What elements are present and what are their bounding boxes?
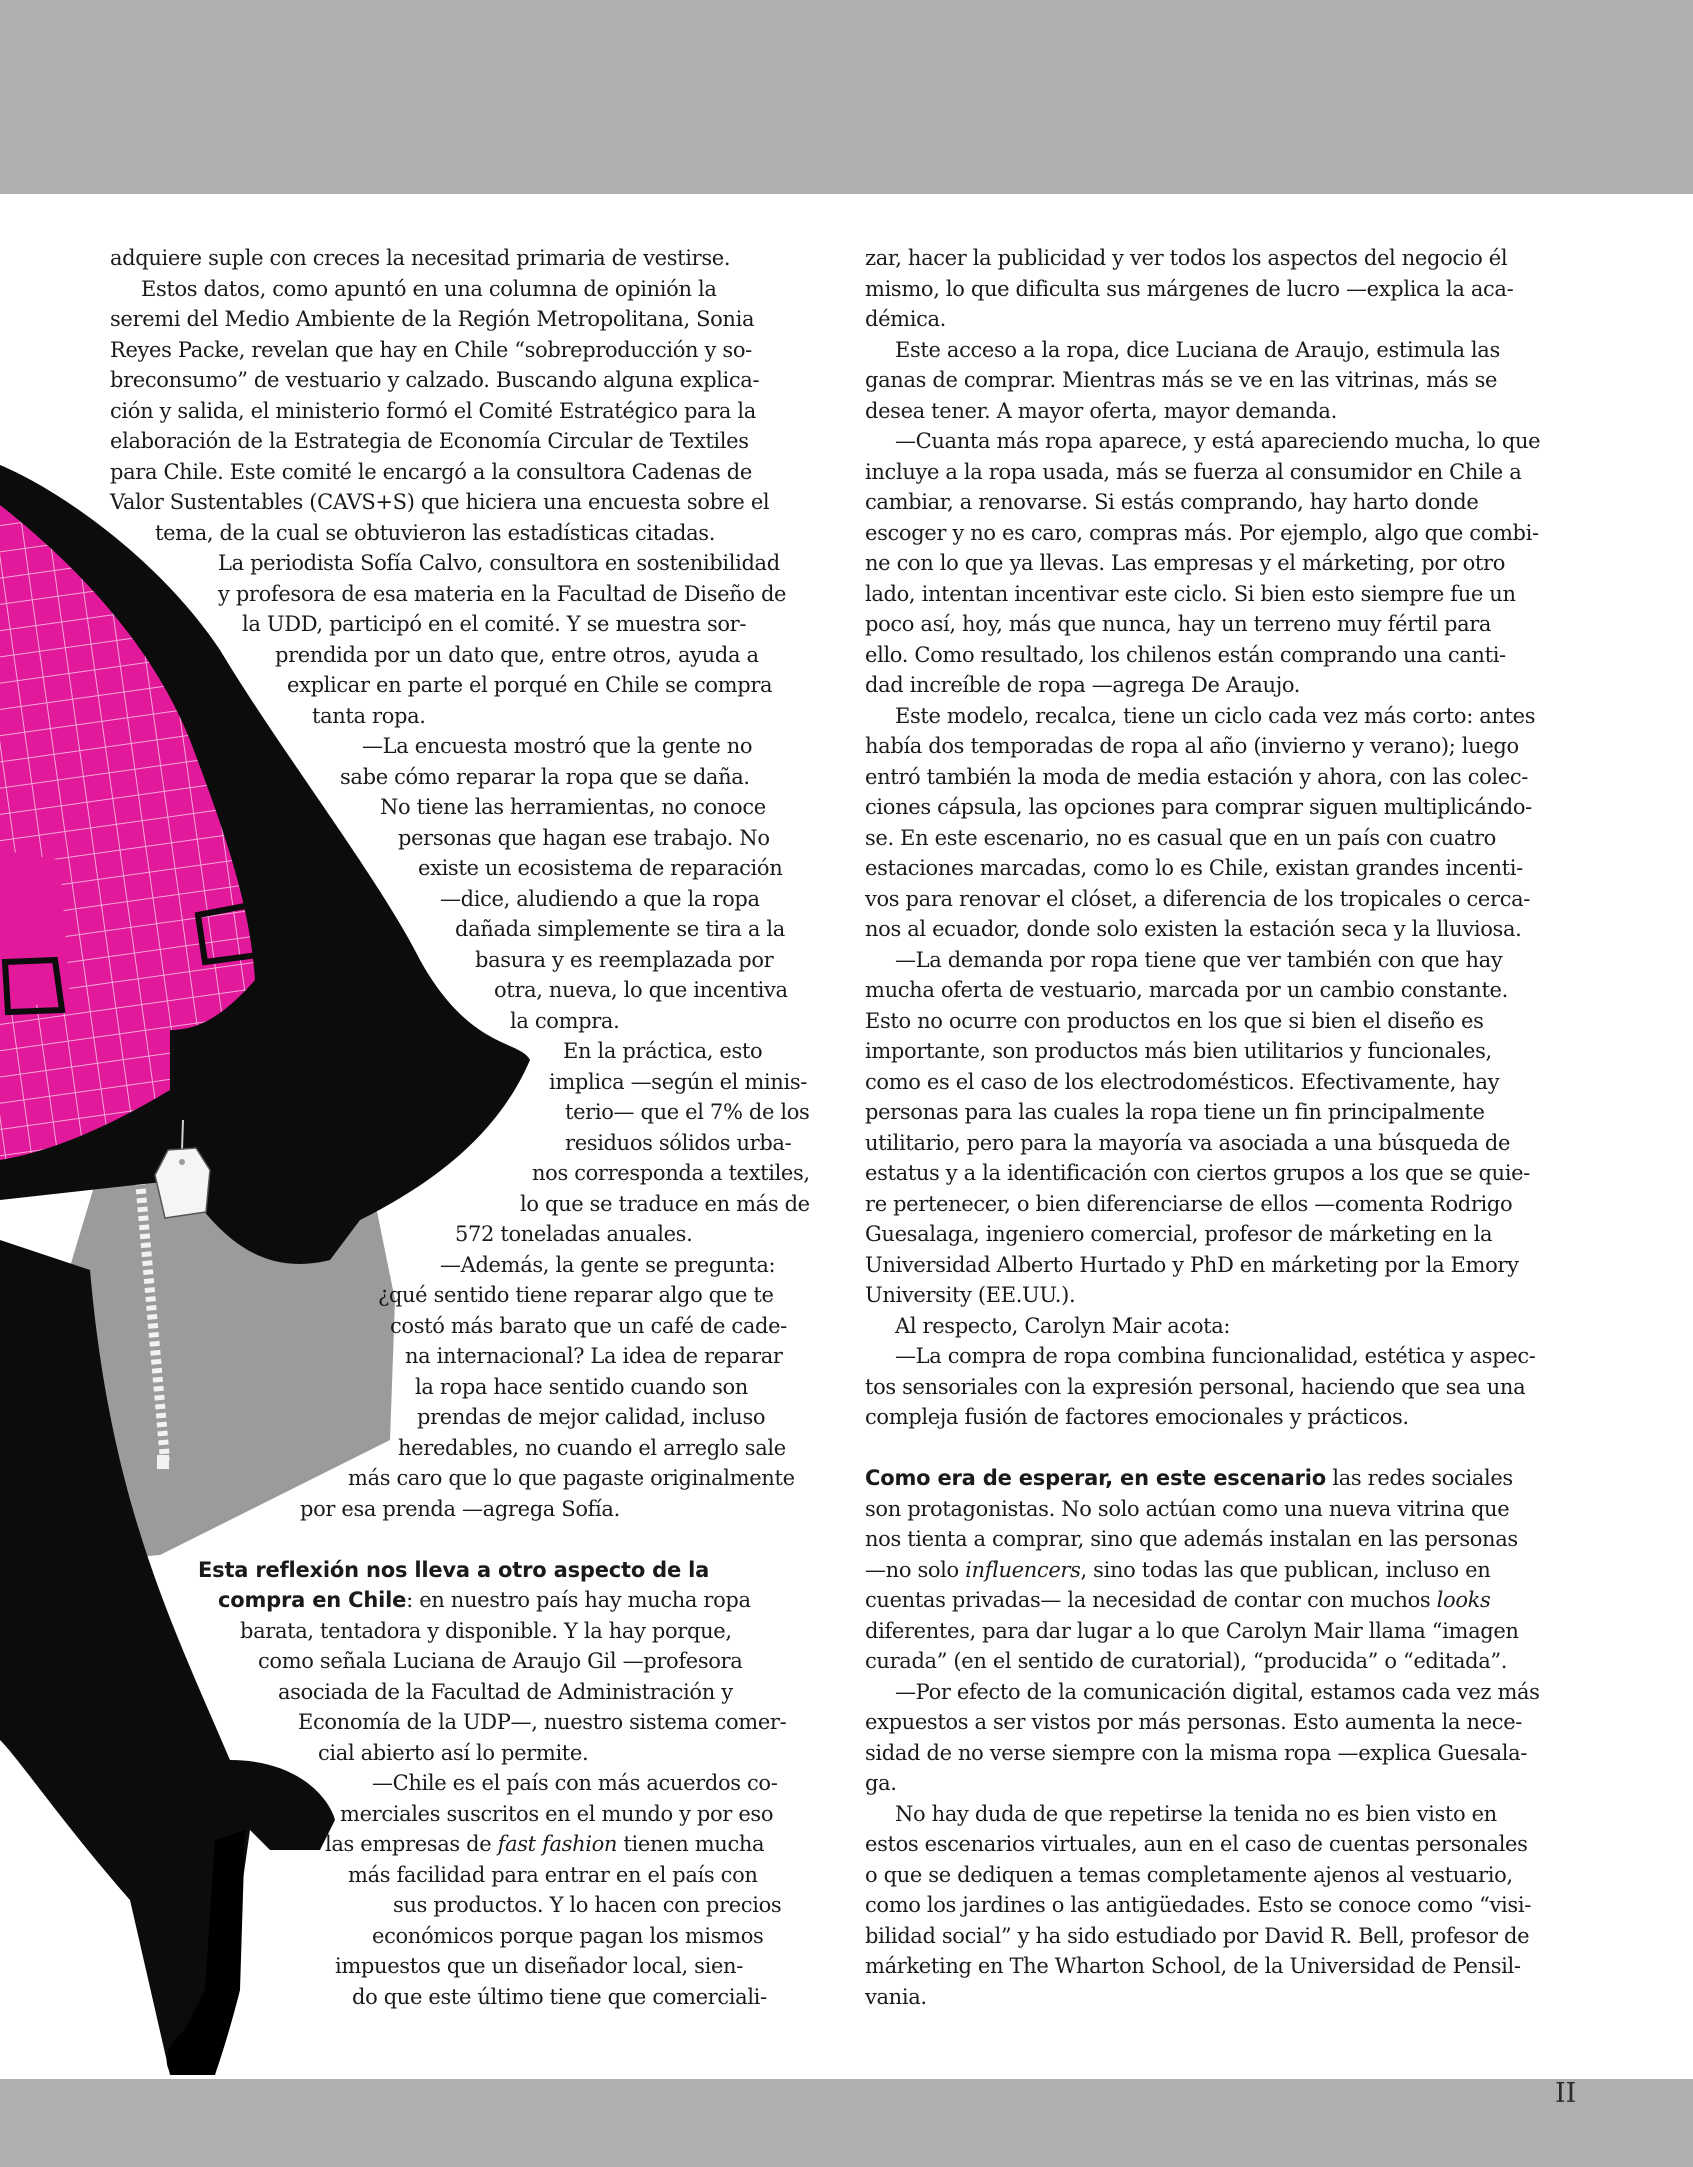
text-line xyxy=(0,1707,830,1738)
text-line xyxy=(865,1158,1585,1189)
line-text: elaboración de la Estrategia de Economía Circular de Textiles xyxy=(110,429,749,453)
text-line xyxy=(0,243,830,274)
text-line xyxy=(0,1555,830,1586)
text-line xyxy=(865,670,1585,701)
line-text: económicos porque pagan los mismos xyxy=(372,1923,764,1948)
text-line xyxy=(0,1067,830,1098)
text-line xyxy=(865,640,1585,671)
italic-term: fast fashion xyxy=(497,1832,618,1856)
text-line xyxy=(865,1585,1585,1616)
line-text: la compra. xyxy=(510,1008,620,1033)
text-line xyxy=(0,945,830,976)
text-line xyxy=(0,884,830,915)
text-line xyxy=(865,1402,1585,1433)
line-text: como los jardines o las antigüedades. Esto se conoce como “visi- xyxy=(865,1893,1531,1917)
line-text: breconsumo” de vestuario y calzado. Buscando alguna explica- xyxy=(110,368,760,392)
text-line xyxy=(865,1799,1585,1830)
text-line xyxy=(0,1494,830,1525)
line-text: expuestos a ser vistos por más personas. Esto aumenta la nece- xyxy=(865,1710,1523,1734)
line-text: Esto no ocurre con productos en los que si bien el diseño es xyxy=(865,1008,1484,1033)
line-text: No tiene las herramientas, no conoce xyxy=(380,795,766,819)
text-line xyxy=(0,426,830,457)
text-line xyxy=(865,1829,1585,1860)
line-text: entró también la moda de media estación y ahora, con las colec- xyxy=(865,764,1529,789)
text-line xyxy=(0,640,830,671)
bottom-band xyxy=(0,2079,1693,2167)
text-line xyxy=(865,1555,1585,1586)
text-line xyxy=(865,1677,1585,1708)
line-text: ción y salida, el ministerio formó el Comité Estratégico para la xyxy=(110,398,756,423)
text-line xyxy=(865,792,1585,823)
text-line xyxy=(0,1646,830,1677)
line-text: lado, intentan incentivar este ciclo. Si bien esto siempre fue un xyxy=(865,581,1516,606)
line-text: ello. Como resultado, los chilenos están comprando una canti- xyxy=(865,642,1506,667)
line-text: por esa prenda —agrega Sofía. xyxy=(300,1496,620,1521)
text-line xyxy=(865,1463,1585,1494)
line-text: mismo, lo que dificulta sus márgenes de lucro —explica la aca- xyxy=(865,276,1514,301)
text-line xyxy=(0,548,830,579)
text-line xyxy=(865,1646,1585,1677)
line-text: implica —según el minis- xyxy=(549,1069,807,1094)
line-text: , sino todas las que publican, incluso en xyxy=(1080,1557,1491,1582)
line-text: —La encuesta mostró que la gente no xyxy=(362,734,753,758)
text-line xyxy=(865,274,1585,305)
text-line xyxy=(865,1128,1585,1159)
line-text: más caro que lo que pagaste originalmente xyxy=(348,1466,795,1490)
italic-term: influencers xyxy=(965,1557,1081,1582)
line-text: Estos datos, como apuntó en una columna de opinión la xyxy=(141,276,717,301)
text-line xyxy=(865,1311,1585,1342)
text-line xyxy=(865,518,1585,549)
text-line xyxy=(0,1128,830,1159)
line-text: Reyes Packe, revelan que hay en Chile “sobreproducción y so- xyxy=(110,337,752,362)
text-line xyxy=(865,1616,1585,1647)
text-line xyxy=(865,853,1585,884)
text-line xyxy=(865,579,1585,610)
line-text: Guesalaga, ingeniero comercial, profesor de márketing en la xyxy=(865,1222,1493,1246)
line-text: nos tienta a comprar, sino que además instalan en las personas xyxy=(865,1527,1518,1551)
line-text: 572 toneladas anuales. xyxy=(455,1222,693,1246)
text-line xyxy=(865,1341,1585,1372)
line-text: basura y es reemplazada por xyxy=(475,947,774,972)
line-text: Universidad Alberto Hurtado y PhD en márketing por la Emory xyxy=(865,1252,1519,1277)
text-line xyxy=(0,731,830,762)
line-text: como es el caso de los electrodomésticos. Efectivamente, hay xyxy=(865,1069,1500,1094)
text-line xyxy=(0,396,830,427)
line-text: sabe cómo reparar la ropa que se daña. xyxy=(340,764,750,789)
text-line xyxy=(0,1006,830,1037)
text-line xyxy=(0,1463,830,1494)
text-line xyxy=(865,1250,1585,1281)
line-text: tanta ropa. xyxy=(312,703,426,728)
text-line xyxy=(0,487,830,518)
text-line xyxy=(0,365,830,396)
text-line xyxy=(865,1097,1585,1128)
text-line xyxy=(0,1768,830,1799)
line-text: —Cuanta más ropa aparece, y está apareciendo mucha, lo que xyxy=(895,429,1541,453)
text-line xyxy=(0,1158,830,1189)
line-text: cambiar, a renovarse. Si estás comprando, hay harto donde xyxy=(865,490,1479,514)
text-line xyxy=(0,1250,830,1281)
text-line xyxy=(865,1707,1585,1738)
line-text: estatus y a la identificación con ciertos grupos a los que se quie- xyxy=(865,1161,1530,1185)
lead-in: Como era de esperar, en este escenario xyxy=(865,1466,1327,1490)
text-line xyxy=(0,823,830,854)
line-text: márketing en The Wharton School, de la Universidad de Pensil- xyxy=(865,1954,1521,1978)
text-line xyxy=(865,1860,1585,1891)
line-text: estaciones marcadas, como lo es Chile, existan grandes incenti- xyxy=(865,856,1523,880)
text-line xyxy=(0,1890,830,1921)
text-line xyxy=(865,1524,1585,1555)
text-line xyxy=(865,609,1585,640)
article-column-right xyxy=(865,243,1585,2012)
line-text: mucha oferta de vestuario, marcada por un cambio constante. xyxy=(865,978,1508,1002)
text-line xyxy=(0,1189,830,1220)
line-text: diferentes, para dar lugar a lo que Carolyn Mair llama “imagen xyxy=(865,1618,1519,1643)
line-text: otra, nueva, lo que incentiva xyxy=(494,978,788,1002)
line-text: ganas de comprar. Mientras más se ve en las vitrinas, más se xyxy=(865,368,1498,392)
line-text: cuentas privadas— la necesidad de contar con muchos xyxy=(865,1588,1437,1612)
text-line xyxy=(0,335,830,366)
line-text: existe un ecosistema de reparación xyxy=(418,856,783,880)
line-text: se. En este escenario, no es casual que en un país con cuatro xyxy=(865,825,1496,850)
line-text: tienen mucha xyxy=(617,1832,765,1856)
line-text: había dos temporadas de ropa al año (invierno y verano); luego xyxy=(865,734,1519,758)
line-text: Economía de la UDP—, nuestro sistema comer- xyxy=(298,1710,787,1734)
text-line xyxy=(0,1372,830,1403)
line-text: Al respecto, Carolyn Mair acota: xyxy=(895,1313,1231,1338)
line-text: barata, tentadora y disponible. Y la hay porque, xyxy=(240,1618,732,1643)
text-line xyxy=(0,304,830,335)
text-line xyxy=(0,1860,830,1891)
text-line xyxy=(0,1280,830,1311)
line-text: ga. xyxy=(865,1771,897,1795)
line-text: las empresas de xyxy=(325,1832,498,1856)
line-text: ciones cápsula, las opciones para comprar siguen multiplicándo- xyxy=(865,795,1532,819)
text-line xyxy=(0,579,830,610)
line-text: estos escenarios virtuales, aun en el caso de cuentas personales xyxy=(865,1832,1528,1856)
line-text: compleja fusión de factores emocionales y prácticos. xyxy=(865,1405,1409,1429)
line-text: En la práctica, esto xyxy=(563,1039,763,1063)
line-text: seremi del Medio Ambiente de la Región Metropolitana, Sonia xyxy=(110,307,755,331)
line-text: bilidad social” y ha sido estudiado por David R. Bell, profesor de xyxy=(865,1923,1530,1948)
line-text: cial abierto así lo permite. xyxy=(318,1740,589,1765)
line-text: como señala Luciana de Araujo Gil —profesora xyxy=(258,1649,743,1673)
line-text: dad increíble de ropa —agrega De Araujo. xyxy=(865,673,1301,697)
text-line xyxy=(865,1494,1585,1525)
line-text: impuestos que un diseñador local, sien- xyxy=(335,1954,743,1978)
text-line xyxy=(0,1036,830,1067)
text-line xyxy=(0,1616,830,1647)
line-text: —La demanda por ropa tiene que ver también con que hay xyxy=(895,947,1503,972)
paragraph-gap xyxy=(0,1524,830,1555)
line-text: —dice, aludiendo a que la ropa xyxy=(440,886,760,911)
line-text: personas para las cuales la ropa tiene un fin principalmente xyxy=(865,1100,1485,1124)
line-text: curada” (en el sentido de curatorial), “producida” o “editada”. xyxy=(865,1649,1508,1673)
line-text: : en nuestro país hay mucha ropa xyxy=(406,1588,751,1612)
article-column-left xyxy=(0,243,830,2012)
line-text: —Chile es el país con más acuerdos co- xyxy=(372,1771,778,1795)
text-line xyxy=(0,1829,830,1860)
text-line xyxy=(0,1341,830,1372)
text-line xyxy=(0,1677,830,1708)
italic-term: looks xyxy=(1436,1588,1491,1612)
text-line xyxy=(0,853,830,884)
line-text: La periodista Sofía Calvo, consultora en sostenibilidad xyxy=(218,551,780,575)
text-line xyxy=(865,487,1585,518)
line-text: do que este último tiene que comerciali- xyxy=(352,1984,767,2009)
line-text: son protagonistas. No solo actúan como una nueva vitrina que xyxy=(865,1496,1510,1521)
line-text: terio— que el 7% de los xyxy=(565,1100,810,1124)
line-text: re pertenecer, o bien diferenciarse de ellos —comenta Rodrigo xyxy=(865,1191,1513,1216)
line-text: personas que hagan ese trabajo. No xyxy=(398,825,770,850)
text-line xyxy=(865,548,1585,579)
text-line xyxy=(865,1982,1585,2013)
line-text: residuos sólidos urba- xyxy=(565,1130,792,1155)
text-line xyxy=(0,1097,830,1128)
line-text: prendida por un dato que, entre otros, ayuda a xyxy=(275,642,759,667)
text-line xyxy=(0,670,830,701)
text-line xyxy=(0,1738,830,1769)
text-line xyxy=(865,1036,1585,1067)
line-text: sus productos. Y lo hacen con precios xyxy=(393,1893,782,1917)
text-line xyxy=(865,457,1585,488)
text-line xyxy=(865,335,1585,366)
text-line xyxy=(0,1799,830,1830)
text-line xyxy=(865,1067,1585,1098)
line-text: —Además, la gente se pregunta: xyxy=(440,1252,776,1277)
text-line xyxy=(865,1768,1585,1799)
text-line xyxy=(0,1311,830,1342)
text-line xyxy=(865,884,1585,915)
text-line xyxy=(865,823,1585,854)
text-line xyxy=(0,609,830,640)
line-text: o que se dediquen a temas completamente ajenos al vestuario, xyxy=(865,1862,1513,1887)
text-line xyxy=(865,975,1585,1006)
line-text: ne con lo que ya llevas. Las empresas y el márketing, por otro xyxy=(865,551,1506,575)
line-text: vania. xyxy=(865,1984,927,2009)
line-text: University (EE.UU.). xyxy=(865,1283,1076,1307)
text-line xyxy=(865,1219,1585,1250)
line-text: las redes sociales xyxy=(1326,1466,1513,1490)
line-text: sidad de no verse siempre con la misma ropa —explica Guesala- xyxy=(865,1740,1528,1765)
line-text: —Por efecto de la comunicación digital, estamos cada vez más xyxy=(895,1679,1540,1704)
line-text: asociada de la Facultad de Administración y xyxy=(278,1679,733,1704)
text-line xyxy=(0,1982,830,2013)
text-line xyxy=(865,1890,1585,1921)
text-line xyxy=(865,1738,1585,1769)
line-text: poco así, hoy, más que nunca, hay un terreno muy fértil para xyxy=(865,612,1492,636)
line-text: ¿qué sentido tiene reparar algo que te xyxy=(378,1283,774,1307)
line-text: la UDD, participó en el comité. Y se muestra sor- xyxy=(242,612,747,636)
text-line xyxy=(865,945,1585,976)
text-line xyxy=(0,762,830,793)
line-text: merciales suscritos en el mundo y por eso xyxy=(340,1801,774,1826)
text-line xyxy=(0,792,830,823)
text-line xyxy=(0,1219,830,1250)
line-text: la ropa hace sentido cuando son xyxy=(415,1374,748,1399)
line-text: tema, de la cual se obtuvieron las estadísticas citadas. xyxy=(155,520,716,545)
text-line xyxy=(0,1402,830,1433)
text-line xyxy=(0,1433,830,1464)
lead-in: Esta reflexión nos lleva a otro aspecto de la xyxy=(198,1557,710,1582)
line-text: desea tener. A mayor oferta, mayor demanda. xyxy=(865,398,1337,423)
text-line xyxy=(865,914,1585,945)
text-line xyxy=(0,1921,830,1952)
line-text: utilitario, pero para la mayoría va asociada a una búsqueda de xyxy=(865,1130,1511,1155)
line-text: vos para renovar el clóset, a diferencia de los tropicales o cerca- xyxy=(865,886,1531,911)
line-text: escoger y no es caro, compras más. Por ejemplo, algo que combi- xyxy=(865,520,1539,545)
text-line xyxy=(0,1585,830,1616)
line-text: No hay duda de que repetirse la tenida no es bien visto en xyxy=(895,1801,1497,1826)
line-text: na internacional? La idea de reparar xyxy=(405,1344,783,1368)
text-line xyxy=(865,1280,1585,1311)
line-text: Este acceso a la ropa, dice Luciana de Araujo, estimula las xyxy=(895,337,1500,362)
text-line xyxy=(865,426,1585,457)
text-line xyxy=(865,304,1585,335)
line-text: incluye a la ropa usada, más se fuerza al consumidor en Chile a xyxy=(865,459,1522,484)
line-text: zar, hacer la publicidad y ver todos los aspectos del negocio él xyxy=(865,246,1508,270)
text-line xyxy=(0,975,830,1006)
line-text: heredables, no cuando el arreglo sale xyxy=(398,1435,786,1460)
text-line xyxy=(865,1921,1585,1952)
text-line xyxy=(865,1951,1585,1982)
line-text: —no solo xyxy=(865,1557,966,1582)
line-text: tos sensoriales con la expresión personal, haciendo que sea una xyxy=(865,1374,1526,1399)
line-text: —La compra de ropa combina funcionalidad, estética y aspec- xyxy=(895,1344,1536,1368)
line-text: Valor Sustentables (CAVS+S) que hiciera una encuesta sobre el xyxy=(110,490,770,514)
text-line xyxy=(865,762,1585,793)
text-line xyxy=(865,731,1585,762)
text-line xyxy=(0,914,830,945)
line-text: para Chile. Este comité le encargó a la consultora Cadenas de xyxy=(110,459,752,484)
text-line xyxy=(865,243,1585,274)
text-line xyxy=(865,701,1585,732)
text-line xyxy=(0,457,830,488)
text-line xyxy=(0,701,830,732)
text-line xyxy=(865,1006,1585,1037)
line-text: nos corresponda a textiles, xyxy=(532,1161,810,1185)
line-text: costó más barato que un café de cade- xyxy=(390,1313,787,1338)
paragraph-gap xyxy=(865,1433,1585,1464)
line-text: prendas de mejor calidad, incluso xyxy=(417,1405,766,1429)
line-text: nos al ecuador, donde solo existen la estación seca y la lluviosa. xyxy=(865,917,1522,941)
text-line xyxy=(865,396,1585,427)
line-text: y profesora de esa materia en la Facultad de Diseño de xyxy=(218,581,787,606)
line-text: dañada simplemente se tira a la xyxy=(455,917,785,941)
text-line xyxy=(865,1189,1585,1220)
line-text: importante, son productos más bien utilitarios y funcionales, xyxy=(865,1039,1492,1063)
page-number: II xyxy=(1555,2078,1577,2109)
text-line xyxy=(865,1372,1585,1403)
line-text: explicar en parte el porqué en Chile se compra xyxy=(287,673,773,697)
text-line xyxy=(0,518,830,549)
line-text: adquiere suple con creces la necesitad primaria de vestirse. xyxy=(110,246,731,270)
line-text: más facilidad para entrar en el país con xyxy=(348,1862,758,1887)
text-line xyxy=(0,1951,830,1982)
line-text: démica. xyxy=(865,307,947,331)
lead-in: compra en Chile xyxy=(218,1588,407,1612)
text-line xyxy=(865,365,1585,396)
line-text: Este modelo, recalca, tiene un ciclo cada vez más corto: antes xyxy=(895,703,1536,728)
line-text: lo que se traduce en más de xyxy=(520,1191,810,1216)
text-line xyxy=(0,274,830,305)
